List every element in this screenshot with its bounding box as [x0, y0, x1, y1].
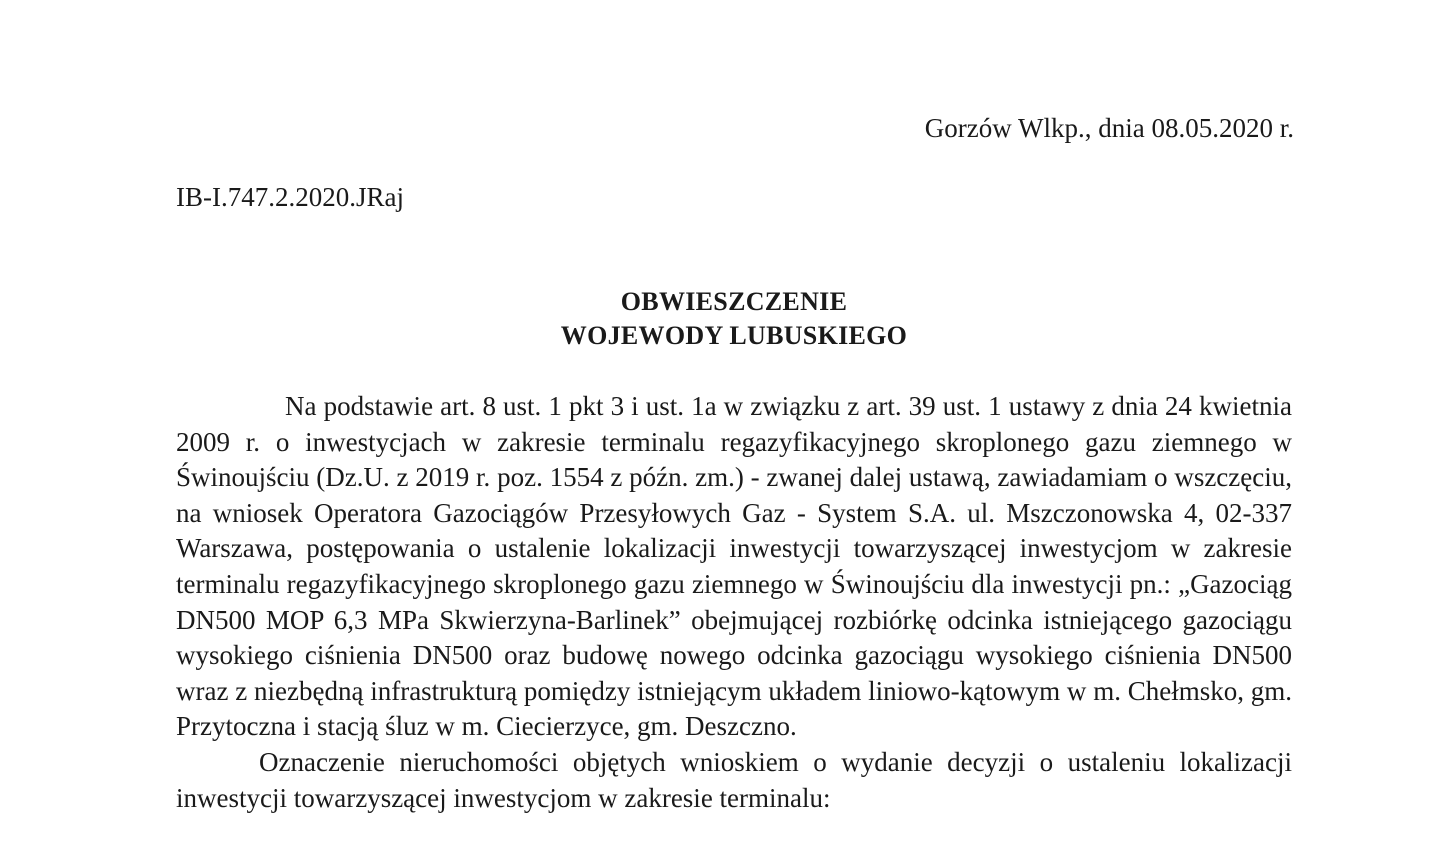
title-line-1: OBWIESZCZENIE — [620, 287, 848, 316]
document-title — [0, 285, 1448, 353]
date-line: Gorzów Wlkp., dnia 08.05.2020 r. — [924, 113, 1294, 143]
reference-number: IB-I.747.2.2020.JRaj — [176, 182, 404, 212]
title-line-2: WOJEWODY LUBUSKIEGO — [560, 321, 908, 350]
body-paragraph-2: Oznaczenie nieruchomości objętych wnioskiem o wydanie decyzji o ustaleniu lokalizacji inwestycji towarzyszącej inwestycjom w zakresie terminalu: — [176, 746, 1292, 813]
document-body — [176, 389, 1292, 816]
body-paragraph-1: Na podstawie art. 8 ust. 1 pkt 3 i ust. 1a w związku z art. 39 ust. 1 ustawy z dnia 24 kwietnia 2009 r. o inwestycjach w zakresie terminalu regazyfikacyjnego skroplonego gazu ziemnego w Świnoujściu (Dz.U. z 2019 r. poz. 1554 z późn. zm.) - zwanej dalej ustawą, zawiadamiam o wszczęciu, na wniosek Operatora Gazociągów Przesyłowych Gaz - System S.A. ul. Mszczonowska 4, 02-337 Warszawa, postępowania o ustalenie lokalizacji inwestycji towarzyszącej inwestycjom w zakresie terminalu regazyfikacyjnego skroplonego gazu ziemnego w Świnoujściu dla inwestycji pn.: „Gazociąg DN500 MOP 6,3 MPa Skwierzyna-Barlinek” obejmującej rozbiórkę odcinka istniejącego gazociągu wysokiego ciśnienia DN500 oraz budowę nowego odcinka gazociągu wysokiego ciśnienia DN500 wraz z niezbędną infrastrukturą pomiędzy istniejącym układem liniowo-kątowym w m. Chełmsko, gm. Przytoczna i stacją śluz w m. Ciecierzyce, gm. Deszczno. — [176, 391, 1292, 742]
